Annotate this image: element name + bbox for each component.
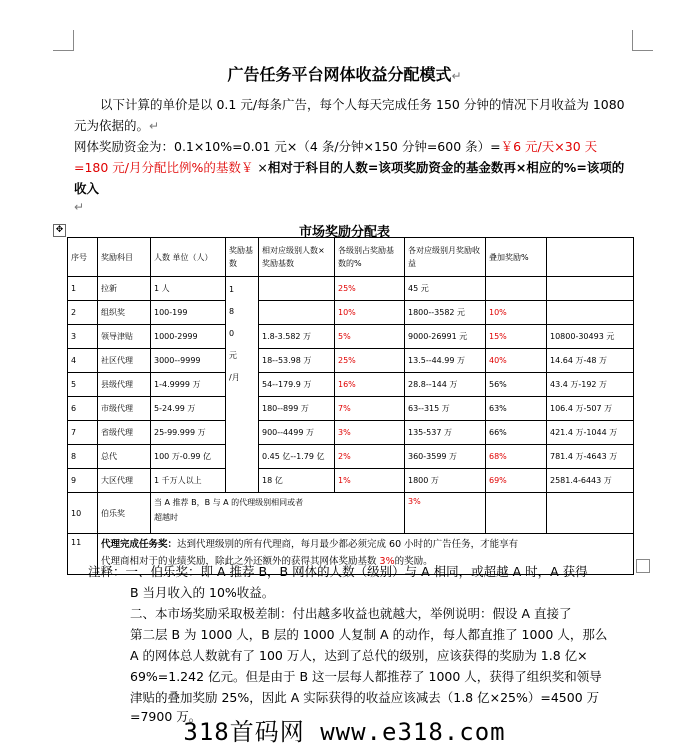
agent-label: 代理完成任务奖： [101,539,178,550]
row-count: 1.8-3.582 万 [259,325,335,349]
row-empty [547,493,634,534]
row-people: 3000--9999 [151,349,226,373]
row-last: 14.64 万-48 万 [547,349,634,373]
row-item: 组织奖 [98,301,151,325]
row-add: 66% [486,421,547,445]
row-pct: 7% [335,397,405,421]
paragraph-mark-icon: ↵ [74,200,85,214]
header-cell: 叠加奖励% [486,238,547,277]
row-last: 43.4 万-192 万 [547,373,634,397]
row-item: 领导津贴 [98,325,151,349]
note-2-line: 津贴的叠加奖励 25%，因此 A 实际获得的收益应该减去（1.8 亿×25%）=4500 万 [130,690,600,705]
table-row [68,445,634,469]
row-count [259,277,335,301]
row-last: 2581.4-6443 万 [547,469,634,493]
row-people: 100-199 [151,301,226,325]
table-row [68,421,634,445]
row-people: 25-99.999 万 [151,421,226,445]
watermark: 318首码网 www.e318.com [183,718,506,746]
row-income: 63--315 万 [405,397,486,421]
row-number: 8 [68,445,98,469]
row-item: 省级代理 [98,421,151,445]
intro-paragraph [74,94,630,137]
row-desc-line: 超越时 [154,513,178,522]
row-count: 18 亿 [259,469,335,493]
row-count: 54--179.9 万 [259,373,335,397]
row-item: 拉新 [98,277,151,301]
row-people: 100 万-0.99 亿 [151,445,226,469]
header-cell: 各级别占奖励基数的% [335,238,405,277]
note-2-line: 69%=1.242 亿元。但是由于 B 这一层每人都推荐了 1000 人，获得了组织奖和领导 [130,669,602,684]
row-people: 1-4.9999 万 [151,373,226,397]
row-desc [151,493,405,534]
title-text: 广告任务平台网体收益分配模式 [227,65,452,84]
formula-text-a: 网体奖励资金为：0.1×10%=0.01 元×（4 条/分钟×150 分钟=600 条）= [74,139,501,154]
row-number: 4 [68,349,98,373]
header-cell: 序号 [68,238,98,277]
row-income: 13.5--44.99 万 [405,349,486,373]
agent-text: 代理商相对于的业绩奖励，除此之外还额外的获得其网体奖励基数 [101,556,380,567]
row-number: 2 [68,301,98,325]
note-2-line: =7900 万。 [130,709,202,724]
formula-text-red: ￥6 元/天×30 天=180 元/月分配比例%的基数￥ [74,139,598,175]
formula-text-bold: 相对于科目的人数=该项奖励资金的基金数再×相应的%=该项的收入 [74,160,625,196]
intro-text: 以下计算的单价是以 0.1 元/每条广告，每个人每天完成任务 150 分钟的情况下月收益为 1080 元为依据的。 [74,97,625,133]
base-text: 8 [229,307,235,316]
row-number: 10 [68,493,98,534]
row-count: 900--4499 万 [259,421,335,445]
row-last: 106.4 万-507 万 [547,397,634,421]
row-empty [486,493,547,534]
base-cell [226,277,259,493]
table-row [68,349,634,373]
table-row [68,397,634,421]
row-item: 市级代理 [98,397,151,421]
row-item: 大区代理 [98,469,151,493]
row-number: 5 [68,373,98,397]
table-row [68,325,634,349]
row-item: 社区代理 [98,349,151,373]
table-row [68,301,634,325]
row-last [547,277,634,301]
note-2-line: 二、本市场奖励采取极差制：付出越多收益也就越大，举例说明：假设 A 直接了 [130,606,572,621]
base-text: 0 [229,329,235,338]
row-add: 15% [486,325,547,349]
row-last: 781.4 万-4643 万 [547,445,634,469]
note-1-line: 注释：一、伯乐奖：即 A 推荐 B，B 网体的人数（级别）与 A 相同，或超越 A 时，A 获得 [88,564,588,579]
page-corner-mark-right [632,30,653,51]
header-cell: 人数 单位（人） [151,238,226,277]
page-corner-mark-left [53,30,74,51]
empty-paragraph [74,196,630,218]
row-desc-line: 当 A 推荐 B，B 与 A 的代理级别相同或者 [154,498,304,507]
row-add: 56% [486,373,547,397]
header-cell: 奖励科目 [98,238,151,277]
row-income: 9000-26991 元 [405,325,486,349]
base-text: 1 [229,285,235,294]
row-add: 63% [486,397,547,421]
header-cell [547,238,634,277]
row-income: 45 元 [405,277,486,301]
row-add: 69% [486,469,547,493]
agent-text: 的奖励。 [394,556,433,567]
header-cell: 各对应级别月奖励收益 [405,238,486,277]
table-title: 市场奖励分配表 [298,225,390,240]
row-pct: 3% [405,493,486,534]
header-cell: 相对应级别人数×奖励基数 [259,238,335,277]
row-people: 1000-2999 [151,325,226,349]
row-income: 28.8--144 万 [405,373,486,397]
row-pct: 25% [335,277,405,301]
row-item: 伯乐奖 [98,493,151,534]
formula-text-c: × [253,160,268,175]
table-row [68,277,634,301]
base-text: 元 [229,351,237,360]
row-number: 1 [68,277,98,301]
row-count [259,301,335,325]
row-add [486,277,547,301]
agent-text: 达到代理级别的所有代理商，每月最少都必须完成 60 小时的广告任务，才能享有 [177,539,519,550]
row-people: 1 千万人以上 [151,469,226,493]
note-2-line: 第二层 B 为 1000 人，B 层的 1000 人复制 A 的动作，每人都直推了 1000 人，那么 [130,627,608,642]
end-of-row-marker [636,559,650,573]
row-number: 9 [68,469,98,493]
table-header-row [68,238,634,277]
row-pct: 16% [335,373,405,397]
row-pct: 3% [335,421,405,445]
base-text: /月 [229,373,240,382]
row-income: 1800 万 [405,469,486,493]
row-pct: 2% [335,445,405,469]
table-row [68,373,634,397]
row-number: 7 [68,421,98,445]
row-count: 180--899 万 [259,397,335,421]
table-move-handle-icon[interactable]: ✥ [53,224,66,237]
row-income: 360-3599 万 [405,445,486,469]
header-cell: 奖励基数 [226,238,259,277]
row-item: 总代 [98,445,151,469]
formula-paragraph [74,136,630,199]
row-number: 3 [68,325,98,349]
note-2-line: A 的网体总人数就有了 100 万人，达到了总代的级别，应该获得的奖励为 1.8 亿× [130,648,588,663]
row-last [547,301,634,325]
row-add: 40% [486,349,547,373]
row-people: 1 人 [151,277,226,301]
note-1-line: B 当月收入的 10%收益。 [130,585,275,600]
row-number: 6 [68,397,98,421]
row-last: 421.4 万-1044 万 [547,421,634,445]
row-add: 10% [486,301,547,325]
row-people: 5-24.99 万 [151,397,226,421]
row-count: 0.45 亿--1.79 亿 [259,445,335,469]
row-pct: 5% [335,325,405,349]
row-income: 135-537 万 [405,421,486,445]
row-item: 县级代理 [98,373,151,397]
row-pct: 25% [335,349,405,373]
row-last: 10800-30493 元 [547,325,634,349]
row-income: 1800--3582 元 [405,301,486,325]
row-pct: 1% [335,469,405,493]
row-count: 18--53.98 万 [259,349,335,373]
row-pct: 10% [335,301,405,325]
reward-table [67,237,634,575]
row-add: 68% [486,445,547,469]
paragraph-mark-icon: ↵ [149,119,160,133]
table-row-bole [68,493,634,534]
agent-text-red: 3% [379,556,395,567]
table-row [68,469,634,493]
paragraph-mark-icon: ↵ [451,69,462,83]
document-title [0,62,689,85]
row-number: 11 [68,534,98,575]
